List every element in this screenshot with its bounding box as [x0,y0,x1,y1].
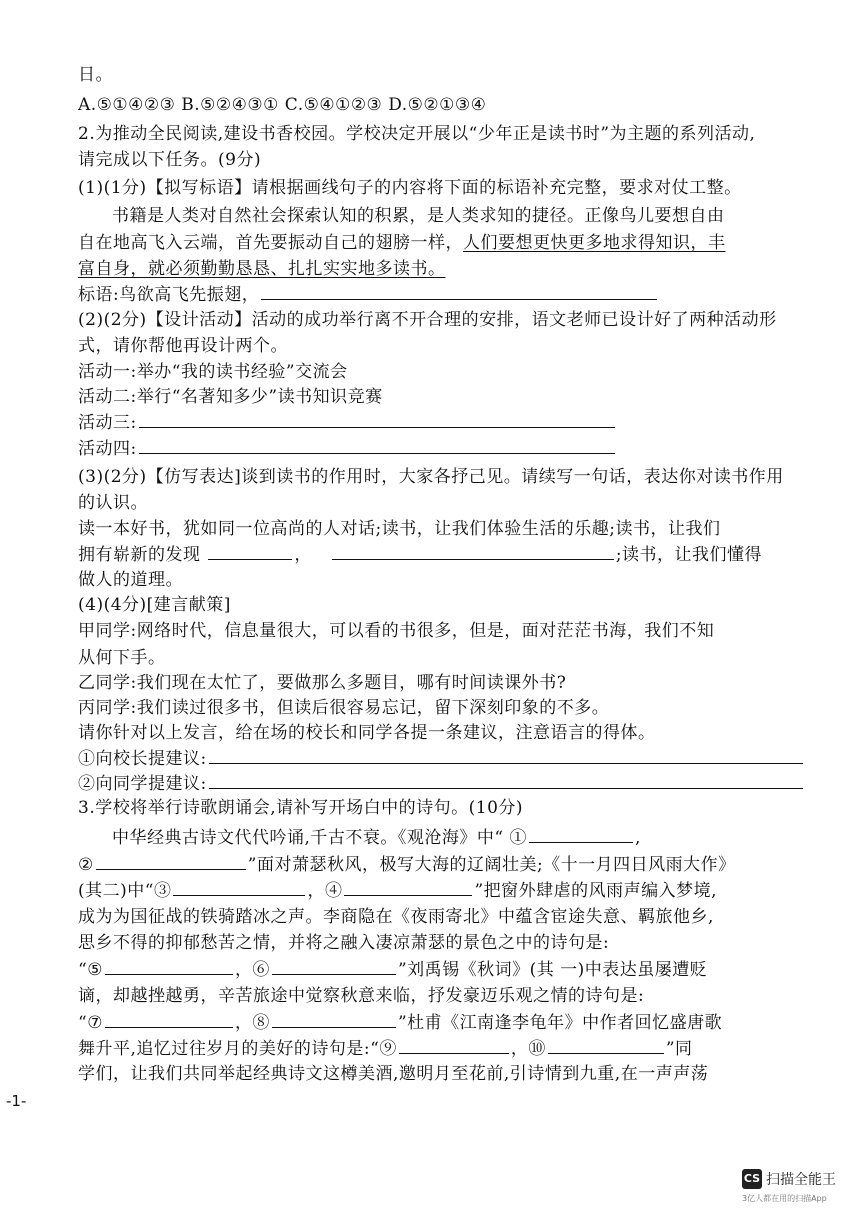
slogan-label: 标语:鸟欲高飞先振翅， [78,285,260,305]
scanner-watermark [742,1165,848,1205]
choice-options: A.⑤①④②③ B.⑤②④③① C.⑤④①②③ D.⑤②①③④ [78,95,487,115]
activity-3-blank[interactable] [139,411,615,428]
text-segment: 中华经典古诗文代代吟诵,千古不衰。《观沧海》中“ ① [112,828,527,848]
instruction: 请你针对以上发言，给在场的校长和同学各提一条建议，注意语言的得体。 [78,723,656,743]
poem-line [78,958,707,981]
suggestion-principal-label: ①向校长提建议: [78,749,207,769]
activity-1: 活动一:举办“我的读书经验”交流会 [78,362,348,382]
subquestion-1: (1)(1分)【拟写标语】请根据画线句子的内容将下面的标语补充完整，要求对仗工整。 [78,178,742,198]
poem-line [78,1037,693,1060]
text-line: 式，请你帮他再设计两个。 [78,336,288,356]
student-b: 乙同学:我们现在太忙了，要做那么多题目，哪有时间读课外书? [78,673,567,693]
camscanner-logo-icon: CS [742,1169,762,1189]
subquestion-2: (2)(2分)【设计活动】活动的成功举行离不开合理的安排，语文老师已设计好了两种活动形 [78,310,777,330]
watermark-name: 扫描全能王 [766,1172,836,1188]
text-segment: ”同 [665,1039,693,1059]
question-2-heading: 2.为推动全民阅读,建设书香校园。学校决定开展以“少年正是读书时”为主题的系列活动, [78,124,756,144]
text-segment: , [635,828,641,848]
poem-blank-6[interactable] [272,958,396,975]
imitation-blank-1[interactable] [208,543,292,560]
activity-4-line [78,437,617,460]
subquestion-3: (3)(2分)【仿写表达]谈到读书的作用时，大家各抒己见。请续写一句话，表达你对读书作用 [78,467,784,487]
activity-3-line [78,411,617,434]
text-line: 的认识。 [78,493,148,513]
imitation-blank-line [78,543,762,566]
poem-line: 学们，让我们共同举起经典诗文这樽美酒,邀明月至花前,引诗情到九重,在一声声荡 [78,1064,709,1084]
text-segment: ”刘禹锡《秋词》(其 一)中表达虽屡遭贬 [397,960,708,980]
passage-text: 自在地高飞入云端，首先要振动自己的翅膀一样， [78,233,463,253]
activity-4-blank[interactable] [139,437,615,454]
poem-line: 思乡不得的抑郁愁苦之情，并将之融入凄凉萧瑟的景色之中的诗句是: [78,933,610,953]
text-line: 请完成以下任务。(9分) [78,150,262,170]
text-segment: ，④ [307,881,343,901]
text-segment: ， [294,545,312,565]
suggestion-students-label: ②向同学提建议: [78,774,207,794]
poem-line [78,853,736,876]
slogan-blank[interactable] [261,283,657,300]
poem-blank-2[interactable] [96,853,246,870]
subquestion-4: (4)(4分)[建言献策] [78,595,231,615]
text-segment: 舞升平,追忆过往岁月的美好的诗句是:“⑨ [78,1039,397,1059]
text-segment: “⑦ [78,1013,103,1033]
text-line: 从何下手。 [78,648,166,668]
poem-line [78,1011,722,1034]
suggestion-principal-line [78,747,805,770]
suggestion-principal-blank[interactable] [209,747,803,764]
imitation-line: 读一本好书，犹如同一位高尚的人对话;读书，让我们体验生活的乐趣;读书，让我们 [78,519,721,539]
poem-blank-7[interactable] [105,1011,233,1028]
text-segment: ，⑥ [234,960,270,980]
passage-line [78,232,726,254]
poem-line [78,879,717,902]
poem-blank-8[interactable] [272,1011,396,1028]
question-3-heading: 3.学校将举行诗歌朗诵会,请补写开场白中的诗句。(10分) [78,798,524,818]
poem-blank-5[interactable] [105,958,233,975]
text-line: 日。 [78,65,113,85]
suggestion-students-line [78,772,805,795]
poem-blank-9[interactable] [399,1037,509,1054]
student-c: 丙同学:我们读过很多书，但读后很容易忘记，留下深刻印象的不多。 [78,698,610,718]
text-segment: ”杜甫《江南逢李龟年》中作者回忆盛唐歌 [397,1013,723,1033]
activity-2: 活动二:举行“名著知多少”读书知识竞赛 [78,387,383,407]
text-segment: ，⑩ [510,1039,546,1059]
watermark-subtitle: 3亿人都在用的扫描App [742,1194,827,1203]
poem-blank-10[interactable] [548,1037,664,1054]
passage-line: 书籍是人类对自然社会探索认知的积累，是人类求知的捷径。正像鸟儿要想自由 [112,206,725,226]
text-segment: 拥有崭新的发现 [78,545,201,565]
underlined-sentence: 人们要想更快更多地求得知识，丰 [463,233,726,253]
poem-blank-4[interactable] [344,879,472,896]
text-line: 做人的道理。 [78,570,183,590]
page-number: -1- [6,1092,27,1110]
poem-blank-3[interactable] [173,879,305,896]
text-segment: ”面对萧瑟秋风，极写大海的辽阔壮美;《十一月四日风雨大作》 [247,855,736,875]
poem-blank-1[interactable] [529,826,633,843]
slogan-line [78,283,659,306]
text-segment: ;读书，让我们懂得 [615,545,763,565]
passage-line [78,258,446,280]
text-segment: ”把窗外肆虐的风雨声编入梦境, [474,881,718,901]
text-segment: “⑤ [78,960,103,980]
student-a: 甲同学:网络时代，信息量很大，可以看的书很多，但是，面对茫茫书海，我们不知 [78,621,715,641]
text-segment: (其二)中“③ [78,881,172,901]
poem-line: 成为为国征战的铁骑踏冰之声。李商隐在《夜雨寄北》中蕴含宦途失意、羁旅他乡, [78,907,714,927]
poem-line [112,826,641,849]
activity-3-label: 活动三: [78,413,137,433]
text-segment: ，⑧ [234,1013,270,1033]
suggestion-students-blank[interactable] [209,772,803,789]
text-segment: ② [78,855,94,875]
underlined-sentence: 富自身，就必须勤勤恳恳、扎扎实实地多读书。 [78,259,446,279]
poem-line: 谪，却越挫越勇，辛苦旅途中觉察秋意来临，抒发豪迈乐观之情的诗句是: [78,986,645,1006]
imitation-blank-2[interactable] [332,543,614,560]
activity-4-label: 活动四: [78,439,137,459]
